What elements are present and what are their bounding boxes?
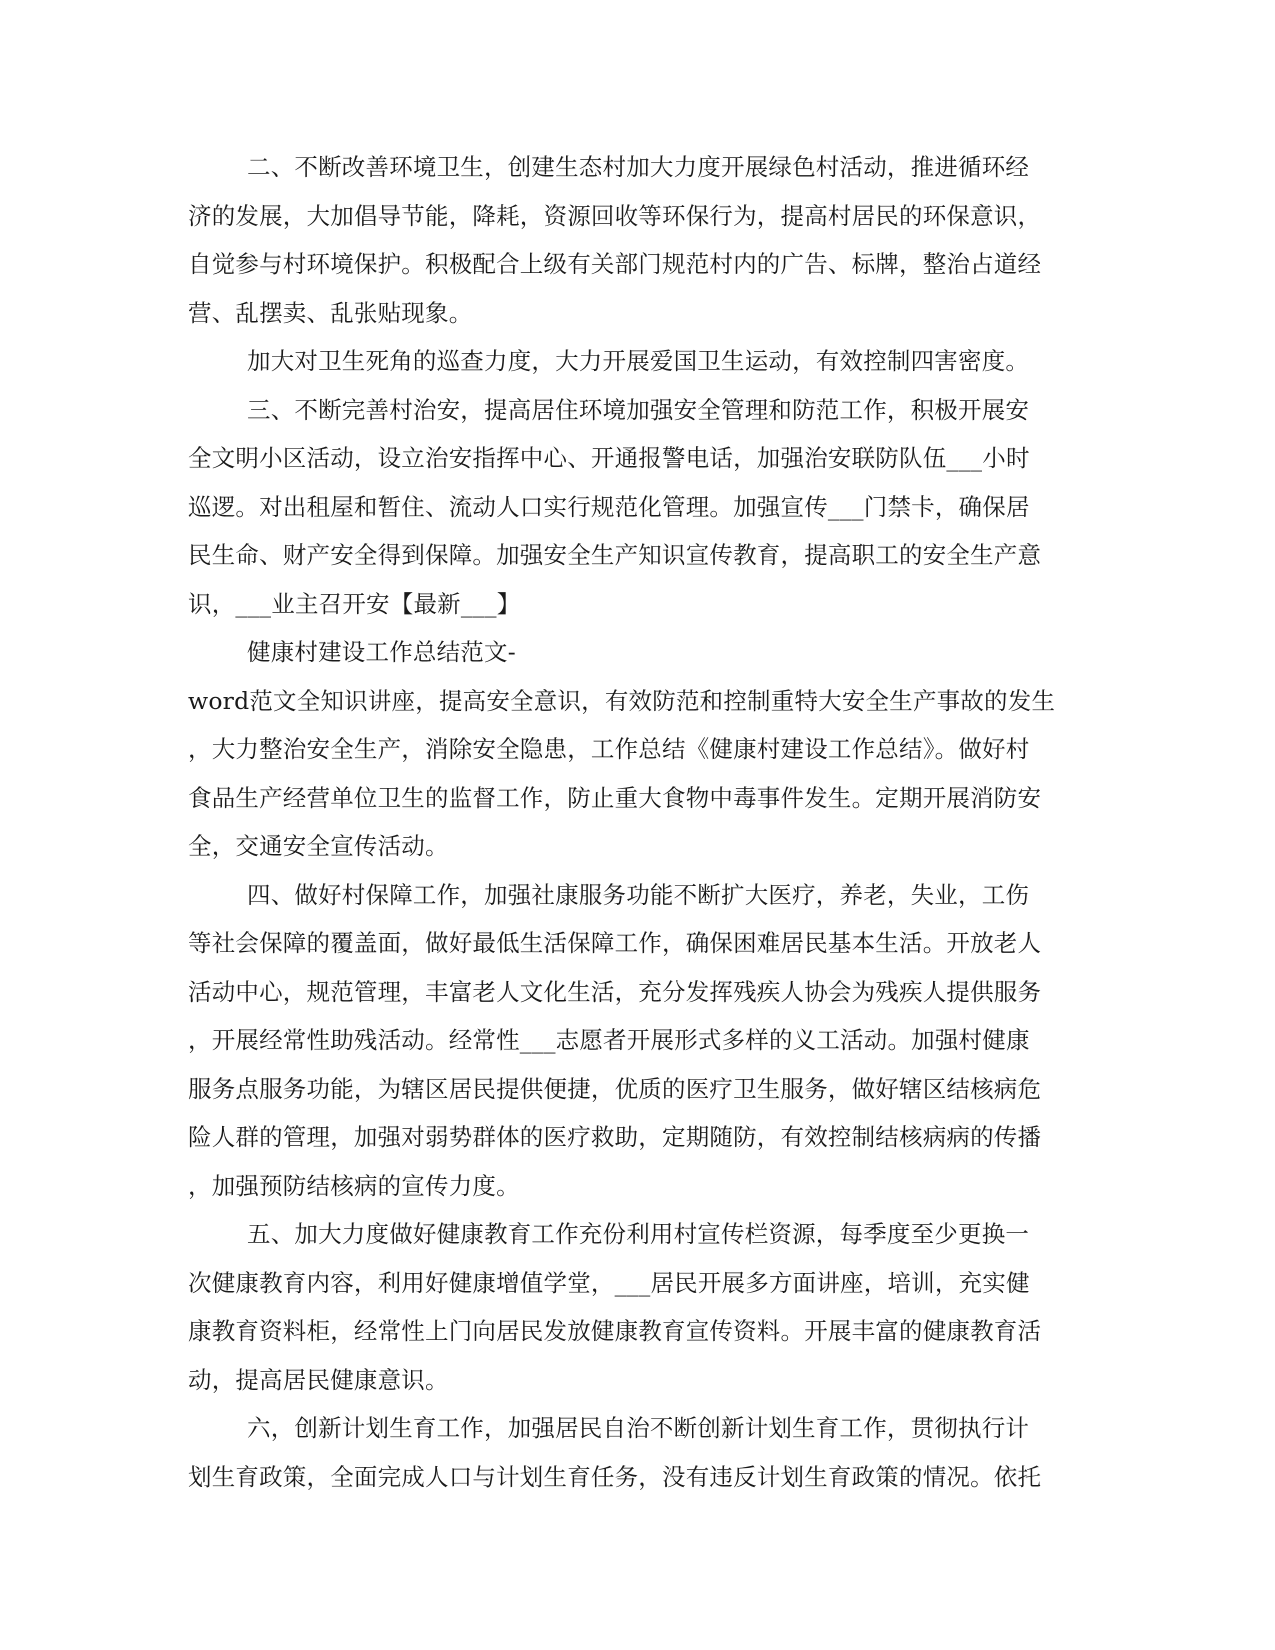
text-line: 等社会保障的覆盖面，做好最低生活保障工作，确保困难居民基本生活。开放老人 (188, 929, 1042, 957)
text-line: 五、加大力度做好健康教育工作充份利用村宣传栏资源，每季度至少更换一 (247, 1220, 1030, 1248)
text-line: 识，___业主召开安【最新___】 (188, 589, 521, 618)
text-line: 全文明小区活动，设立治安指挥中心、开通报警电话，加强治安联防队伍___小时 (188, 444, 1030, 472)
text-line: 服务点服务功能，为辖区居民提供便捷，优质的医疗卫生服务，做好辖区结核病危 (188, 1074, 1042, 1103)
text-line: 二、不断改善环境卫生，创建生态村加大力度开展绿色村活动，推进循环经 (247, 153, 1030, 181)
text-line: 动，提高居民健康意识。 (188, 1365, 449, 1394)
text-line: 自觉参与村环境保护。积极配合上级有关部门规范村内的广告、标牌，整治占道经 (188, 250, 1042, 278)
text-line: 食品生产经营单位卫生的监督工作，防止重大食物中毒事件发生。定期开展消防安 (188, 783, 1042, 812)
text-line: 济的发展，大加倡导节能，降耗，资源回收等环保行为，提高村居民的环保意识， (188, 201, 1042, 230)
text-line: word范文全知识讲座，提高安全意识，有效防范和控制重特大安全生产事故的发生 (188, 686, 1056, 715)
text-line: 巡逻。对出租屋和暂住、流动人口实行规范化管理。加强宣传___门禁卡，确保居 (188, 492, 1030, 521)
text-line: ，加强预防结核病的宣传力度。 (188, 1171, 520, 1200)
text-line: ，开展经常性助残活动。经常性___志愿者开展形式多样的义工活动。加强村健康 (188, 1026, 1030, 1054)
text-line: ，大力整治安全生产，消除安全隐患，工作总结《健康村建设工作总结》。做好村 (188, 735, 1030, 763)
text-line: 民生命、财产安全得到保障。加强安全生产知识宣传教育，提高职工的安全生产意 (188, 541, 1042, 569)
text-line: 六，创新计划生育工作，加强居民自治不断创新计划生育工作，贯彻执行计 (247, 1414, 1030, 1442)
text-line: 险人群的管理，加强对弱势群体的医疗救助，定期随防，有效控制结核病病的传播 (188, 1123, 1042, 1151)
document-body (188, 143, 1084, 1501)
text-line: 健康村建设工作总结范文- (247, 638, 516, 666)
text-line: 三、不断完善村治安，提高居住环境加强安全管理和防范工作，积极开展安 (247, 395, 1030, 424)
text-line: 营、乱摆卖、乱张贴现象。 (188, 298, 473, 327)
text-line: 活动中心，规范管理，丰富老人文化生活，充分发挥残疾人协会为残疾人提供服务 (188, 977, 1042, 1006)
text-line: 次健康教育内容，利用好健康增值学堂，___居民开展多方面讲座，培训，充实健 (188, 1268, 1030, 1297)
text-line: 加大对卫生死角的巡查力度，大力开展爱国卫生运动，有效控制四害密度。 (247, 347, 1030, 375)
text-line: 全，交通安全宣传活动。 (188, 832, 449, 860)
text-line: 康教育资料柜，经常性上门向居民发放健康教育宣传资料。开展丰富的健康教育活 (188, 1317, 1042, 1345)
text-line: 划生育政策，全面完成人口与计划生育任务，没有违反计划生育政策的情况。依托 (188, 1462, 1042, 1491)
text-line: 四、做好村保障工作，加强社康服务功能不断扩大医疗，养老，失业，工伤 (247, 880, 1030, 909)
